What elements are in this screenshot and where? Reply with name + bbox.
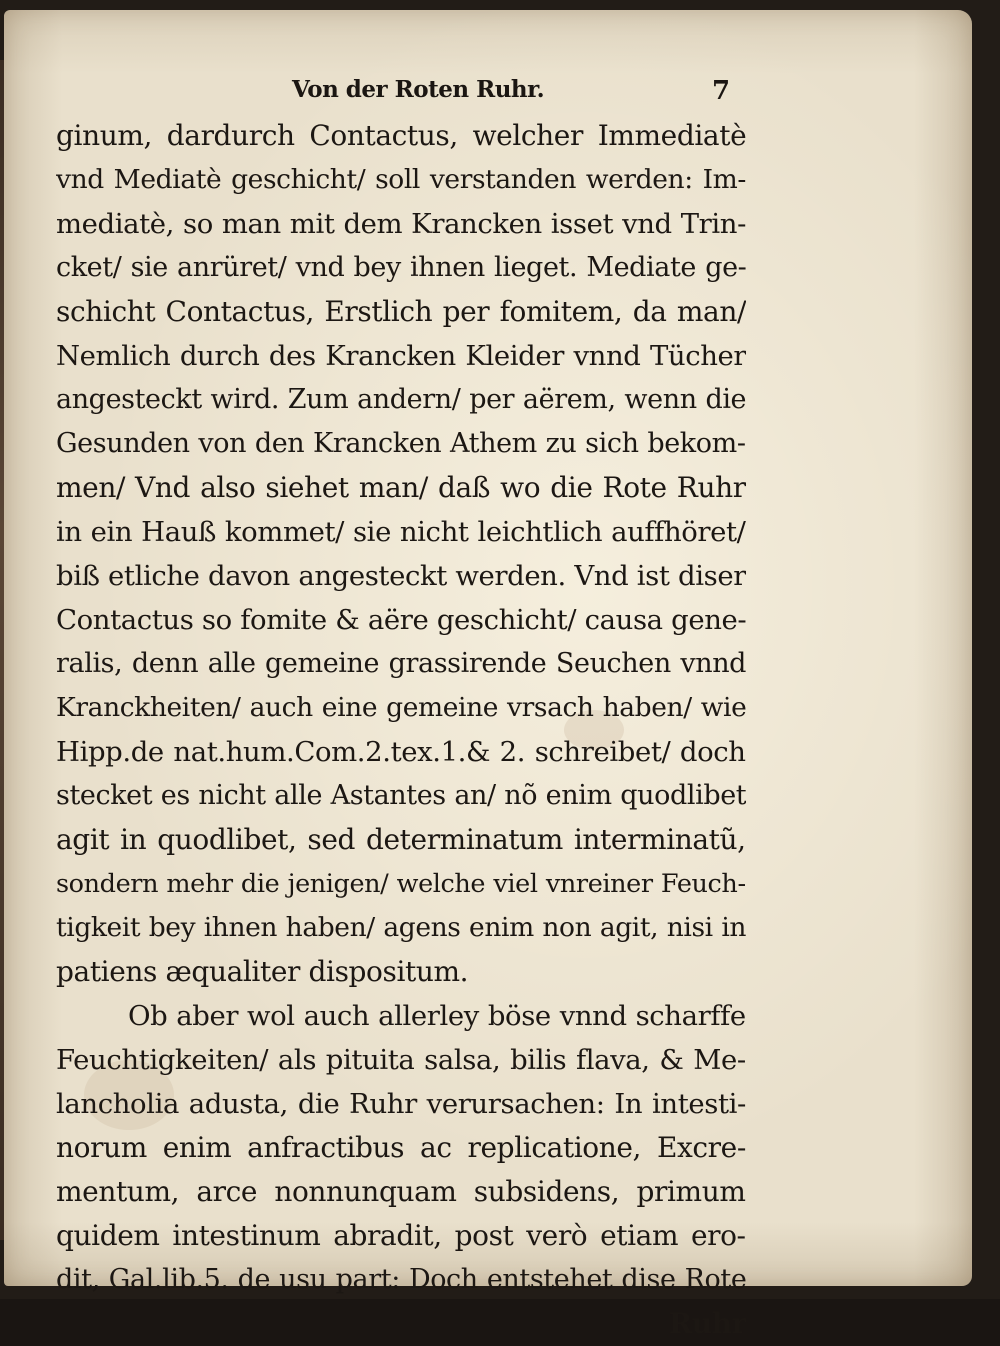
text-line: biß etliche davon angesteckt werden. Vnd ist diser — [56, 560, 746, 592]
text-line: cket/ sie anrüret/ vnd bey ihnen lieget. Mediate ge- — [56, 252, 746, 283]
text-line: ginum, dardurch Contactus, welcher Immediatè — [56, 119, 746, 152]
text-line: ralis, denn alle gemeine grassirende Seuchen vnnd — [56, 648, 746, 679]
text-line: dit, Gal.lib.5. de usu part: Doch entstehet dise Rote — [56, 1264, 746, 1295]
running-head: Von der Roten Ruhr. — [292, 76, 545, 103]
text-line: men/ Vnd also siehet man/ daß wo die Rote Ruhr — [56, 471, 746, 504]
text-line: sondern mehr die jenigen/ welche viel vnreiner Feuch- — [56, 869, 746, 899]
text-line: lancholia adusta, die Ruhr verursachen: In intesti- — [56, 1088, 746, 1120]
text-line: schicht Contactus, Erstlich per fomitem, da man/ — [56, 295, 746, 328]
text-line: mediatè, so man mit dem Krancken isset vnd Trin- — [56, 208, 746, 240]
text-line: Gesunden von den Krancken Athem zu sich bekom- — [56, 428, 746, 459]
text-line: in ein Hauß kommet/ sie nicht leichtlich auffhöret/ — [56, 516, 746, 548]
text-line: patiens æqualiter dispositum. — [56, 955, 469, 988]
text-line: mentum, arce nonnunquam subsidens, primum — [56, 1175, 746, 1208]
paragraph-first-line: Ob aber wol auch allerley böse vnnd scharffe — [128, 1000, 746, 1032]
text-line: tigkeit bey ihnen haben/ agens enim non agit, nisi in — [56, 912, 746, 943]
text-line: Hipp.de nat.hum.Com.2.tex.1.& 2. schreibet/ doch — [56, 736, 746, 768]
text-line: Feuchtigkeiten/ als pituita salsa, bilis flava, & Me- — [56, 1044, 746, 1076]
text-line: vnd Mediatè geschicht/ soll verstanden werden: Im- — [56, 164, 746, 195]
text-line: stecket es nicht alle Astantes an/ nõ enim quodlibet — [56, 780, 746, 811]
page-number: 7 — [712, 76, 731, 106]
text-line: norum enim anfractibus ac replicatione, Excre- — [56, 1131, 746, 1164]
text-line: Nemlich durch des Krancken Kleider vnnd Tücher — [56, 340, 746, 372]
text-line: Kranckheiten/ auch eine gemeine vrsach haben/ wie — [56, 692, 746, 723]
text-line: Contactus so fomite & aëre geschicht/ causa gene- — [56, 604, 746, 636]
text-line: quidem intestinum abradit, post verò etiam ero- — [56, 1219, 746, 1252]
text-line: agit in quodlibet, sed determinatum interminatũ, — [56, 823, 746, 856]
text-line: angesteckt wird. Zum andern/ per aërem, wenn die — [56, 384, 746, 415]
catchword: Ruhr — [668, 1307, 746, 1340]
